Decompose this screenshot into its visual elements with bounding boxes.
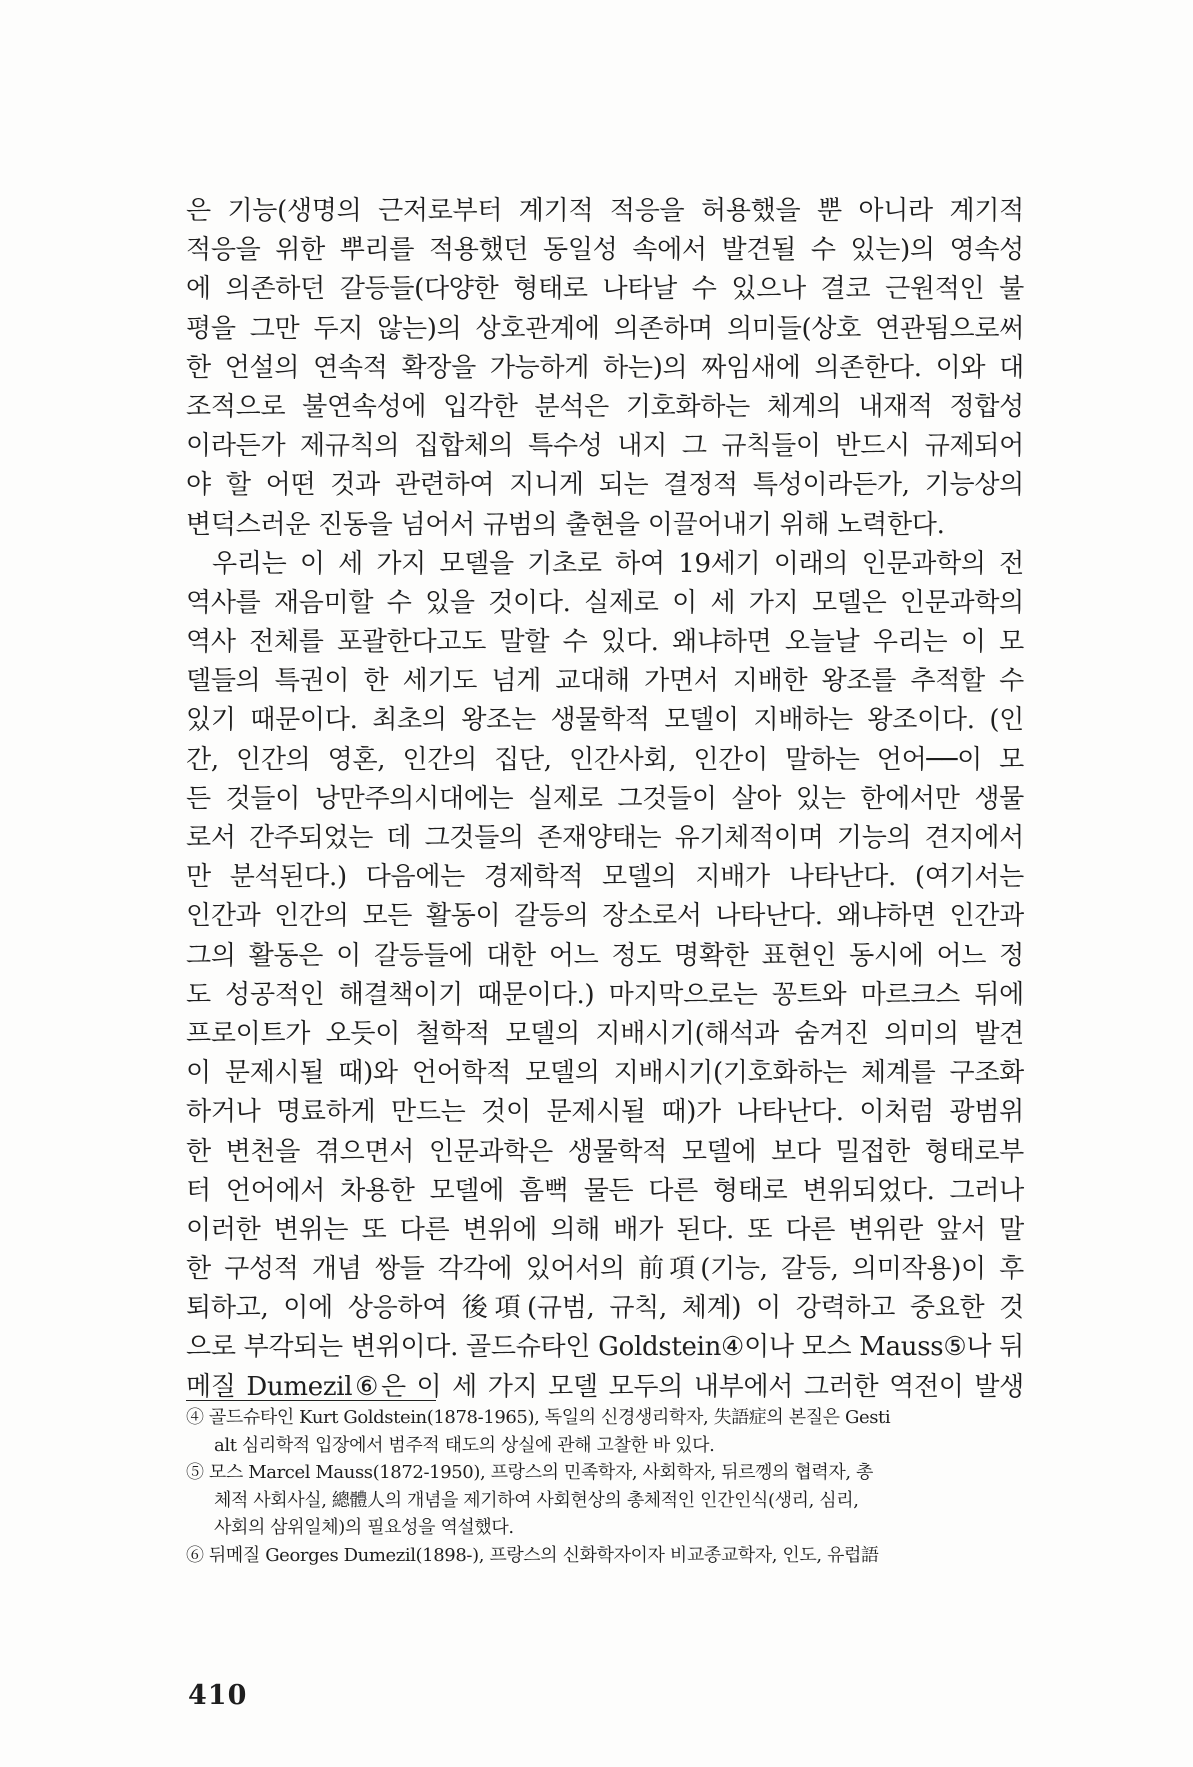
text-line: 만 분석된다.) 다음에는 경제학적 모델의 지배가 나타난다. (여기서는 (186, 862, 1024, 893)
body-text (186, 192, 1024, 1407)
text-line: 으로 부각되는 변위이다. 골드슈타인 Goldstein④이나 모스 Mauss⑤나 뒤 (186, 1332, 1024, 1363)
text-line: 에 의존하던 갈등들(다양한 형태로 나타날 수 있으나 결코 근원적인 불 (186, 274, 1024, 305)
text-line: 로서 간주되었는 데 그것들의 존재양태는 유기체적이며 기능의 견지에서 (186, 823, 1024, 853)
text-line: 메질 Dumezil⑥은 이 세 가지 모델 모두의 내부에서 그러한 역전이 발생 (186, 1371, 1024, 1402)
text-line: 조적으로 불연속성에 입각한 분석은 기호화하는 체계의 내재적 정합성 (186, 391, 1024, 422)
text-line: 간, 인간의 영혼, 인간의 집단, 인간사회, 인간이 말하는 언어──이 모 (186, 744, 1024, 775)
footnote-5: ⑤ 모스 Marcel Mauss(1872-1950), 프랑스의 민족학자, 사회학자, 뒤르껭의 협력자, 총 (186, 1462, 873, 1483)
text-line: 역사를 재음미할 수 있을 것이다. 실제로 이 세 가지 모델은 인문과학의 (186, 587, 1024, 618)
footnote-4: ④ 골드슈타인 Kurt Goldstein(1878-1965), 독일의 신경생리학자, 失語症의 본질은 Gesti (186, 1407, 891, 1428)
text-line: 그의 활동은 이 갈등들에 대한 어느 정도 명확한 표현인 동시에 어느 정 (186, 940, 1024, 971)
text-line: 하거나 명료하게 만드는 것이 문제시될 때)가 나타난다. 이처럼 광범위 (186, 1097, 1024, 1128)
text-line: 평을 그만 두지 않는)의 상호관계에 의존하며 의미들(상호 연관됨으로써 (186, 313, 1024, 344)
text-line: 퇴하고, 이에 상응하여 後項(규범, 규칙, 체계) 이 강력하고 중요한 것 (186, 1293, 1024, 1324)
text-line: 터 언어에서 차용한 모델에 흠뻑 물든 다른 형태로 변위되었다. 그러나 (186, 1175, 1024, 1206)
text-line: 이 문제시될 때)와 언어학적 모델의 지배시기(기호화하는 체계를 구조화 (186, 1058, 1024, 1089)
text-line: 역사 전체를 포괄한다고도 말할 수 있다. 왜냐하면 오늘날 우리는 이 모 (186, 627, 1024, 658)
footnote-continuation: 사회의 삼위일체)의 필요성을 역설했다. (214, 1517, 514, 1538)
text-line: 프로이트가 오듯이 철학적 모델의 지배시기(해석과 숨겨진 의미의 발견 (186, 1018, 1024, 1049)
text-line: 도 성공적인 해결책이기 때문이다.) 마지막으로는 꽁트와 마르크스 뒤에 (186, 979, 1024, 1010)
footnotes (186, 1404, 1024, 1569)
text-line: 든 것들이 낭만주의시대에는 실제로 그것들이 살아 있는 한에서만 생물 (186, 783, 1024, 814)
text-line: 한 언설의 연속적 확장을 가능하게 하는)의 짜임새에 의존한다. 이와 대 (186, 352, 1024, 383)
footnote-divider (186, 1400, 436, 1401)
text-line: 인간과 인간의 모든 활동이 갈등의 장소로서 나타난다. 왜냐하면 인간과 (186, 901, 1024, 932)
footnote-6: ⑥ 뒤메질 Georges Dumezil(1898-), 프랑스의 신화학자이자 비교종교학자, 인도, 유럽語 (186, 1544, 879, 1566)
page-number: 410 (188, 1680, 248, 1711)
text-line: 있기 때문이다. 최초의 왕조는 생물학적 모델이 지배하는 왕조이다. (인 (186, 705, 1024, 736)
text-line: 한 변천을 겪으면서 인문과학은 생물학적 모델에 보다 밀접한 형태로부 (186, 1136, 1024, 1167)
text-line: 적응을 위한 뿌리를 적용했던 동일성 속에서 발견될 수 있는)의 영속성 (186, 235, 1024, 266)
text-line: 델들의 특권이 한 세기도 넘게 교대해 가면서 지배한 왕조를 추적할 수 (186, 666, 1024, 697)
footnote-continuation: 체적 사회사실, 總體人의 개념을 제기하여 사회현상의 총체적인 인간인식(생리, 심리, (214, 1489, 859, 1511)
text-line: 변덕스러운 진동을 넘어서 규범의 출현을 이끌어내기 위해 노력한다. (186, 509, 945, 540)
text-line: 이라든가 제규칙의 집합체의 특수성 내지 그 규칙들이 반드시 규제되어 (186, 431, 1024, 462)
paragraph-first-line: 우리는 이 세 가지 모델을 기초로 하여 19세기 이래의 인문과학의 전 (212, 548, 1024, 579)
text-line: 야 할 어떤 것과 관련하여 지니게 되는 결정적 특성이라든가, 기능상의 (186, 470, 1024, 501)
text-line: 이러한 변위는 또 다른 변위에 의해 배가 된다. 또 다른 변위란 앞서 말 (186, 1214, 1024, 1245)
text-line: 은 기능(생명의 근저로부터 계기적 적응을 허용했을 뿐 아니라 계기적 (186, 196, 1024, 226)
text-line: 한 구성적 개념 쌍들 각각에 있어서의 前項(기능, 갈등, 의미작용)이 후 (186, 1254, 1024, 1285)
footnote-continuation: alt 심리학적 입장에서 범주적 태도의 상실에 관해 고찰한 바 있다. (214, 1434, 715, 1456)
